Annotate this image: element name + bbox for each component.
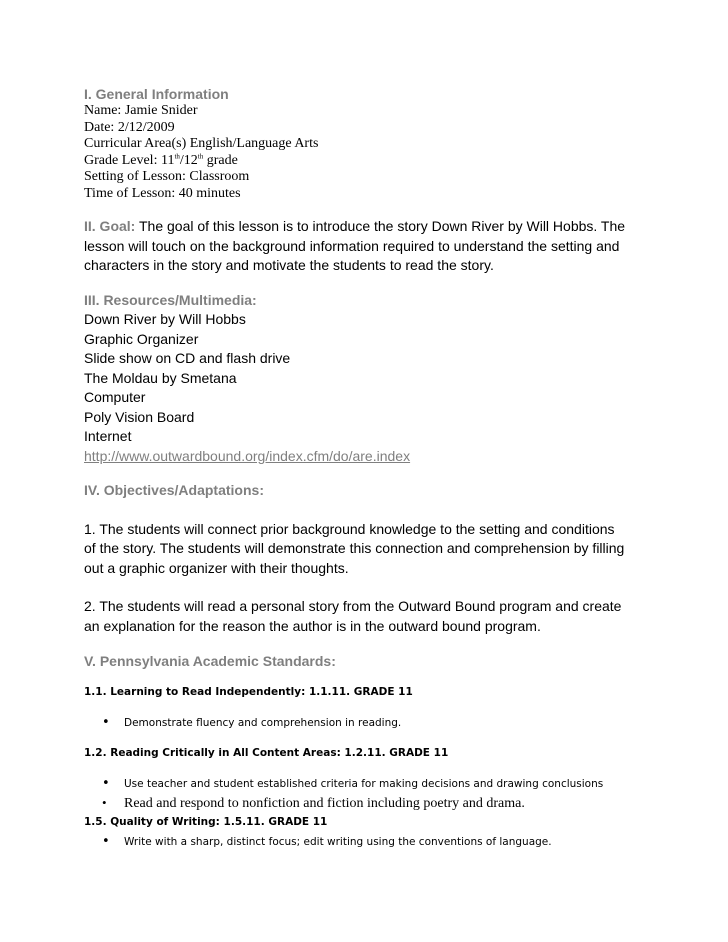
standards-section — [84, 652, 654, 849]
goal-section — [84, 217, 654, 276]
standard-3-bullet — [84, 834, 654, 849]
goal-line-3: characters in the story and motivate the students to read the story. — [84, 257, 494, 273]
resource-item: The Moldau by Smetana — [84, 369, 237, 386]
curricular-line: Curricular Area(s) English/Language Arts — [84, 136, 319, 151]
resource-item: Computer — [84, 389, 146, 405]
resource-item: Down River by Will Hobbs — [84, 311, 246, 327]
grade-suffix: grade — [203, 152, 238, 168]
standard-2-bullet-1 — [84, 776, 654, 791]
objective-1-line-2: of the story. The students will demonstrate this connection and comprehension by filling — [84, 540, 625, 556]
standard-2-bullet-1-text: Use teacher and student established criteria for making decisions and drawing conclusions — [124, 777, 604, 790]
resource-item: Internet — [84, 428, 132, 444]
bullet-icon: • — [102, 714, 110, 730]
goal-line-2: lesson will touch on the background information required to understand the setting and — [84, 237, 620, 254]
goal-line-1 — [84, 217, 654, 237]
grade-mid: /12 — [179, 152, 198, 168]
name-line: Name: Jamie Snider — [84, 103, 198, 118]
objective-2-line-2: an explanation for the reason the author is in the outward bound program. — [84, 617, 541, 634]
grade-line — [84, 153, 654, 170]
resources-heading: III. Resources/Multimedia: — [84, 291, 257, 308]
resource-item: Poly Vision Board — [84, 408, 195, 425]
objective-1-line-1: 1. The students will connect prior background knowledge to the setting and conditions — [84, 520, 615, 537]
resource-item: Slide show on CD and flash drive — [84, 350, 291, 366]
grade-prefix: Grade Level: 11 — [84, 152, 175, 168]
goal-text-1: The goal of this lesson is to introduce the story Down River by Will Hobbs. The — [135, 218, 626, 234]
standard-3-bullet-text: Write with a sharp, distinct focus; edit writing using the conventions of language. — [124, 835, 552, 848]
bullet-icon: • — [102, 775, 110, 791]
objectives-heading: IV. Objectives/Adaptations: — [84, 482, 264, 498]
resources-section — [84, 291, 654, 467]
standard-2-bullet-2-text: Read and respond to nonfiction and fiction including poetry and drama. — [124, 795, 525, 811]
standards-heading: V. Pennsylvania Academic Standards: — [84, 653, 336, 669]
grade-sup-1: th — [174, 151, 180, 160]
general-info-heading: I. General Information — [84, 86, 229, 102]
goal-heading: II. Goal: — [84, 218, 136, 234]
standard-1-bullet-text: Demonstrate fluency and comprehension in reading. — [124, 716, 402, 729]
objectives-section — [84, 481, 654, 636]
standard-1-bullet — [84, 715, 654, 730]
standard-3-title: 1.5. Quality of Writing: 1.5.11. GRADE 11 — [84, 815, 328, 828]
date-line: Date: 2/12/2009 — [84, 119, 175, 135]
time-line: Time of Lesson: 40 minutes — [84, 185, 241, 201]
grade-sup-2: th — [197, 151, 204, 160]
bullet-icon: • — [102, 794, 107, 810]
standard-2-title: 1.2. Reading Critically in All Content Areas: 1.2.11. GRADE 11 — [84, 746, 449, 759]
setting-line: Setting of Lesson: Classroom — [84, 169, 250, 184]
objective-2-line-1: 2. The students will read a personal story from the Outward Bound program and create — [84, 598, 622, 614]
standard-1-title: 1.1. Learning to Read Independently: 1.1.11. GRADE 11 — [84, 685, 413, 698]
lesson-plan-page — [84, 86, 654, 849]
objective-1-line-3: out a graphic organizer with their thoughts. — [84, 559, 349, 576]
bullet-icon: • — [102, 833, 110, 849]
standard-2-bullet-2 — [84, 795, 654, 812]
outward-bound-link[interactable]: http://www.outwardbound.org/index.cfm/do/are.index — [84, 447, 411, 464]
resource-item: Graphic Organizer — [84, 330, 199, 347]
general-info-section — [84, 86, 654, 202]
